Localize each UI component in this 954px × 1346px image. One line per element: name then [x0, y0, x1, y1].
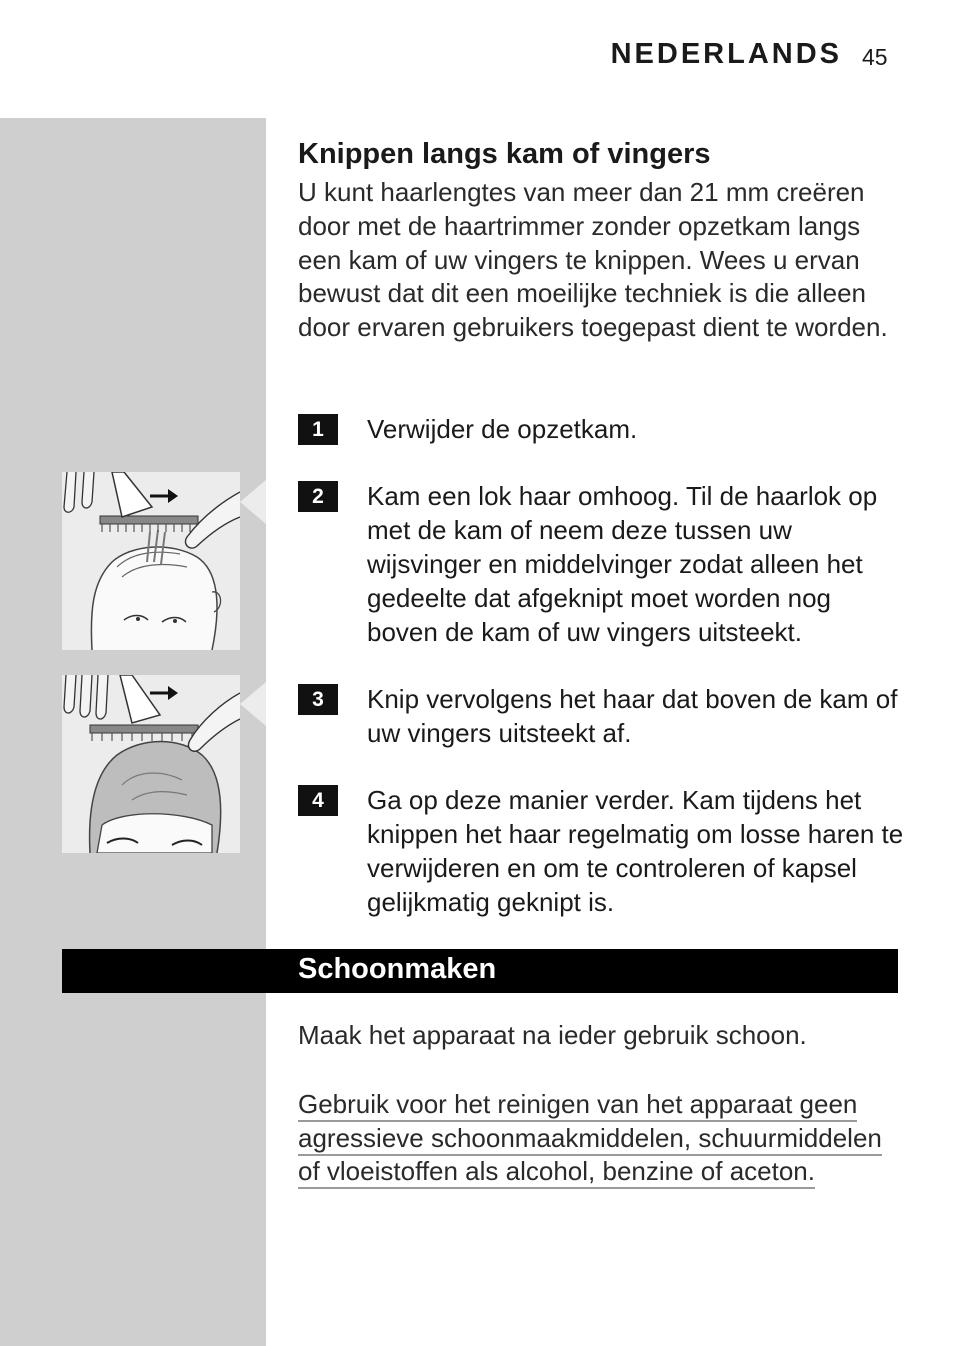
step-text-2: Kam een lok haar omhoog. Til de haarlok op met de kam of neem deze tussen uw wijsvinger en middelvinger zodat alleen het gedeelte dat afgeknipt moet worden nog boven de kam of uw vingers uitsteekt. — [367, 481, 878, 647]
step-number-3: 3 — [298, 684, 338, 715]
step-text-4: Ga op deze manier verder. Kam tijdens het knippen het haar regelmatig om losse haren te verwijderen en om te controleren of kapsel gelijkmatig geknipt is. — [367, 785, 904, 917]
hair-trimming-above-fingers-illustration — [62, 675, 240, 853]
section-title-knippen: Knippen langs kam of vingers — [298, 138, 711, 170]
step-text-1: Verwijder de opzetkam. — [367, 414, 638, 444]
illustration-2-svg — [62, 675, 240, 853]
page-number: 45 — [862, 44, 888, 70]
warning-line-3: of vloeistoffen als alcohol, benzine of aceton. — [298, 1156, 815, 1189]
step-number-1: 1 — [298, 414, 338, 445]
illustration-2-pointer — [240, 682, 266, 726]
step-text-3: Knip vervolgens het haar dat boven de kam of uw vingers uitsteekt af. — [367, 684, 898, 748]
header-language: NEDERLANDS — [610, 38, 842, 70]
hair-cutting-over-comb-illustration — [62, 472, 240, 650]
step-number-2: 2 — [298, 481, 338, 512]
warning-line-1: Gebruik voor het reinigen van het apparaat geen — [298, 1089, 857, 1122]
section-title-schoonmaken: Schoonmaken — [298, 953, 497, 985]
cleaning-warning — [298, 1088, 908, 1189]
illustration-1-pointer — [240, 480, 266, 524]
warning-line-2: agressieve schoonmaakmiddelen, schuurmiddelen — [298, 1123, 882, 1156]
cleaning-instruction: Maak het apparaat na ieder gebruik schoon. — [298, 1020, 807, 1050]
intro-paragraph: U kunt haarlengtes van meer dan 21 mm creëren door met de haartrimmer zonder opzetkam langs een kam of uw vingers te knippen. Wees u ervan bewust dat dit een moeilijke techniek is die alleen door ervaren gebruikers toegepast dient te worden. — [298, 177, 888, 343]
illustration-1-svg — [62, 472, 240, 650]
step-number-4: 4 — [298, 785, 338, 816]
